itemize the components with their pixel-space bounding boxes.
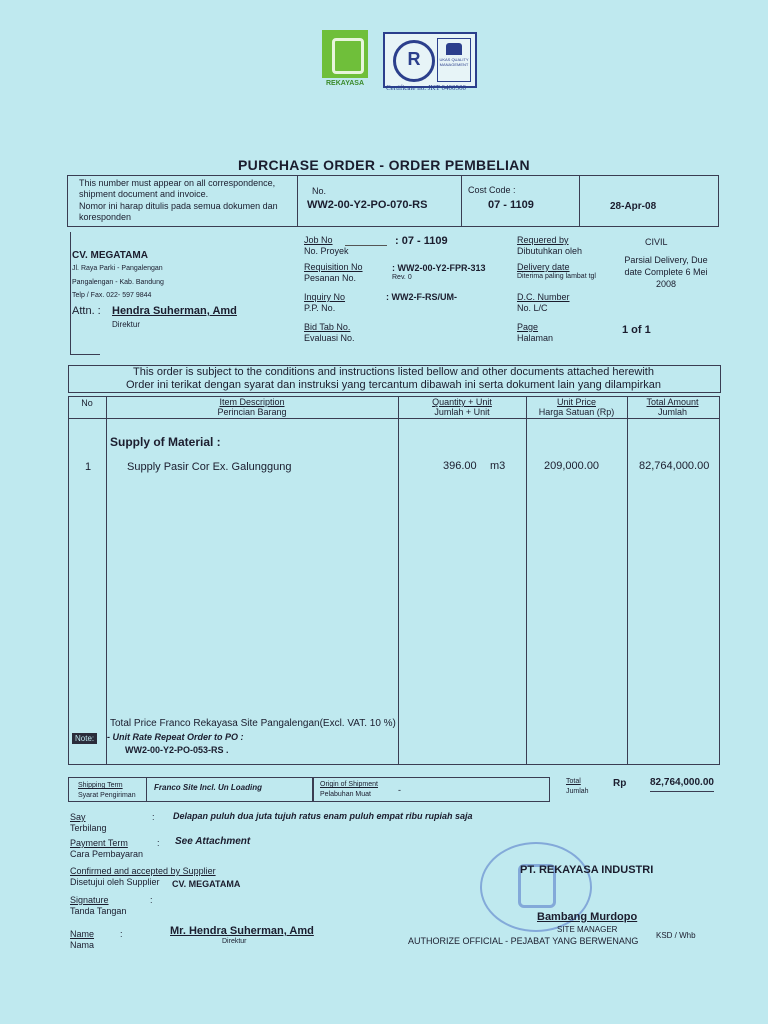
- job-no-label: Job No: [304, 235, 333, 245]
- shipping-term-label: Shipping Term: [78, 782, 123, 789]
- say-sub: Terbilang: [70, 823, 107, 833]
- po-number: WW2-00-Y2-PO-070-RS: [307, 199, 428, 211]
- job-no-sub: No. Proyek: [304, 246, 349, 256]
- supplier-address-1: Jl. Raya Parki - Pangalengan: [72, 265, 163, 272]
- note-line-1: - Unit Rate Repeat Order to PO :: [107, 732, 244, 742]
- authorized-signer-title: SITE MANAGER: [557, 925, 618, 934]
- authorized-official: AUTHORIZE OFFICIAL - PEJABAT YANG BERWENANG: [408, 936, 639, 946]
- attn-name: Hendra Suherman, Amd: [112, 305, 237, 317]
- col-header-unit-price-sub: Harga Satuan (Rp): [538, 407, 615, 417]
- dc-number-sub: No. L/C: [517, 303, 548, 313]
- bid-tab-sub: Evaluasi No.: [304, 333, 355, 343]
- section-heading: Supply of Material :: [110, 435, 221, 449]
- required-by: CIVIL: [645, 237, 668, 247]
- job-no: : 07 - 1109: [395, 235, 448, 247]
- page-label: Page: [517, 322, 539, 332]
- col-header-total-sub: Jumlah: [657, 407, 687, 417]
- confirmed-label: Confirmed and accepted by Supplier: [70, 866, 216, 876]
- row-unit: m3: [490, 460, 506, 472]
- po-date: 28-Apr-08: [610, 201, 657, 212]
- amount-in-words: Delapan puluh dua juta tujuh ratus enam puluh empat ribu rupiah saja: [173, 811, 473, 821]
- col-header-quantity: Quantity + Unit: [432, 397, 492, 407]
- supplier-name: CV. MEGATAMA: [72, 250, 148, 261]
- grand-total-sub: Jumlah: [566, 788, 589, 795]
- note-line-2: WW2-00-Y2-PO-053-RS .: [125, 745, 229, 755]
- supplier-signer-title: Direktur: [222, 938, 247, 945]
- certification-logo: [383, 32, 477, 88]
- registered-r-icon: R: [393, 40, 435, 82]
- inquiry-label: Inquiry No: [304, 292, 346, 302]
- header-note-en: This number must appear on all correspondence, shipment document and invoice.: [79, 178, 276, 199]
- note-label: Note:: [72, 733, 97, 744]
- confirmed-sub: Disetujui oleh Supplier: [70, 877, 160, 887]
- origin-label: Origin of Shipment: [320, 781, 378, 788]
- items-table: [68, 396, 720, 765]
- dc-number-label: D.C. Number: [517, 292, 570, 302]
- grand-total-label: Total: [566, 778, 581, 785]
- row-unit-price: 209,000.00: [544, 460, 600, 472]
- name-colon: :: [120, 929, 123, 939]
- delivery-date-sub: Diterima paling lambat tgl: [517, 273, 596, 280]
- col-header-quantity-sub: Jumlah + Unit: [434, 407, 490, 417]
- payment-term-label: Payment Term: [70, 838, 128, 848]
- delivery-date: Parsial Delivery, Due date Complete 6 Mei 2008: [624, 255, 708, 289]
- say-label: Say: [70, 812, 86, 822]
- company-logo: [322, 30, 368, 90]
- company-logo-text: REKAYASA: [326, 80, 364, 87]
- signature-colon: :: [150, 895, 153, 905]
- grand-total-currency: Rp: [613, 778, 627, 789]
- row-total: 82,764,000.00: [639, 460, 710, 472]
- payment-term: See Attachment: [175, 836, 251, 847]
- grand-total: 82,764,000.00: [650, 777, 714, 788]
- required-by-sub: Dibutuhkan oleh: [517, 246, 583, 256]
- signature-sub: Tanda Tangan: [70, 906, 127, 916]
- cost-code: 07 - 1109: [488, 199, 534, 211]
- supplier-address-2: Pangalengan - Kab. Bandung: [72, 279, 164, 286]
- requisition-rev: Rev. 0: [392, 274, 412, 281]
- authorized-signer: Bambang Murdopo: [537, 911, 638, 923]
- col-header-unit-price: Unit Price: [556, 397, 596, 407]
- bid-tab-label: Bid Tab No.: [304, 322, 351, 332]
- ukas-crown-icon: UKAS QUALITY MANAGEMENT: [437, 38, 471, 82]
- row-quantity: 396.00: [443, 460, 477, 472]
- signature-label: Signature: [70, 895, 109, 905]
- origin-value: -: [398, 785, 401, 795]
- total-price-note: Total Price Franco Rekayasa Site Pangalengan(Excl. VAT. 10 %): [110, 718, 396, 729]
- col-header-total: Total Amount: [646, 397, 699, 407]
- page-title: PURCHASE ORDER - ORDER PEMBELIAN: [238, 157, 530, 173]
- delivery-date-label: Delivery date: [517, 262, 570, 272]
- supplier-signer: Mr. Hendra Suherman, Amd: [170, 925, 314, 937]
- po-number-label: No.: [312, 186, 327, 196]
- page-sub: Halaman: [517, 333, 554, 343]
- payment-colon: :: [157, 838, 160, 848]
- requisition-no: : WW2-00-Y2-FPR-313: [392, 263, 486, 273]
- conditions-en: This order is subject to the conditions and instructions listed bellow and other documents attached herewith: [133, 366, 654, 378]
- company-name: PT. REKAYASA INDUSTRI: [520, 864, 654, 876]
- requisition-label: Requisition No: [304, 262, 363, 272]
- inquiry-sub: P.P. No.: [304, 303, 336, 313]
- cost-code-label: Cost Code :: [468, 185, 516, 195]
- attn-label: Attn. :: [72, 305, 101, 317]
- name-label: Name: [70, 929, 95, 939]
- requisition-sub: Pesanan No.: [304, 273, 357, 283]
- page-value: 1 of 1: [622, 324, 651, 336]
- certificate-number: Certificate no. JKT 0400560: [386, 84, 466, 92]
- payment-term-sub: Cara Pembayaran: [70, 849, 144, 859]
- supplier-phone: Telp / Fax. 022- 597 9844: [72, 292, 152, 299]
- name-sub: Nama: [70, 940, 95, 950]
- shipping-term-sub: Syarat Pengiriman: [78, 792, 136, 799]
- inquiry-no: : WW2-F-RS/UM-: [386, 292, 457, 302]
- origin-sub: Pelabuhan Muat: [320, 791, 371, 798]
- col-header-description-sub: Perincian Barang: [217, 407, 287, 417]
- shipping-term: Franco Site Incl. Un Loading: [154, 783, 263, 792]
- conditions-id: Order ini terikat dengan syarat dan instruksi yang tercantum dibawah ini serta dokument lain yang dilampirkan: [125, 379, 661, 391]
- say-colon: :: [152, 812, 155, 822]
- typist-initials: KSD / Whb: [656, 931, 696, 940]
- col-header-description: Item Description: [219, 397, 285, 407]
- attn-title: Direktur: [112, 320, 141, 329]
- required-by-label: Requered by: [517, 235, 569, 245]
- confirmed-supplier: CV. MEGATAMA: [172, 879, 241, 889]
- row-description: Supply Pasir Cor Ex. Galunggung: [127, 461, 292, 473]
- col-header-no: No: [81, 398, 93, 408]
- row-no: 1: [85, 461, 92, 473]
- header-note-id: Nomor ini harap ditulis pada semua dokumen dan koresponden: [79, 201, 278, 222]
